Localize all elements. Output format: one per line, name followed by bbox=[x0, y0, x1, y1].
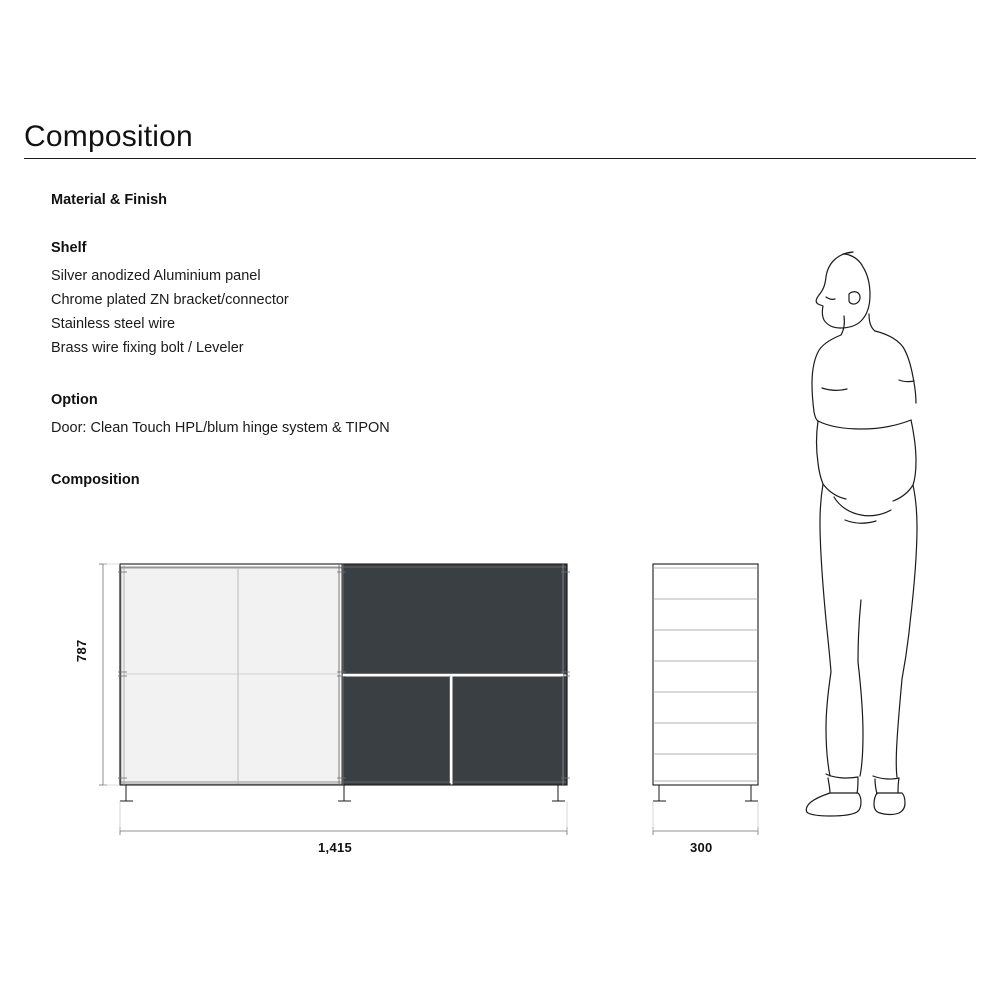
width-dimension bbox=[120, 801, 567, 835]
option-spec-line: Door: Clean Touch HPL/blum hinge system & TIPON bbox=[51, 420, 390, 436]
front-view-drawing bbox=[118, 564, 570, 801]
title-divider bbox=[24, 158, 976, 159]
shelf-spec-line: Silver anodized Aluminium panel bbox=[51, 268, 261, 284]
dimension-depth-label: 300 bbox=[690, 840, 713, 855]
material-finish-heading: Material & Finish bbox=[51, 192, 168, 208]
page-title: Composition bbox=[24, 120, 193, 153]
depth-dimension bbox=[653, 801, 758, 835]
side-view-drawing bbox=[653, 564, 758, 801]
shelf-heading: Shelf bbox=[51, 240, 87, 256]
shelf-spec-line: Chrome plated ZN bracket/connector bbox=[51, 292, 289, 308]
shelf-spec-line: Brass wire fixing bolt / Leveler bbox=[51, 340, 244, 356]
option-heading: Option bbox=[51, 392, 98, 408]
shelf-spec-line: Stainless steel wire bbox=[51, 316, 176, 332]
dimension-width-label: 1,415 bbox=[318, 840, 353, 855]
specification-text-block bbox=[51, 190, 571, 496]
composition-heading: Composition bbox=[51, 472, 140, 488]
height-dimension bbox=[99, 564, 120, 785]
dimension-height-label: 787 bbox=[74, 639, 89, 662]
standing-person-silhouette bbox=[806, 252, 917, 816]
